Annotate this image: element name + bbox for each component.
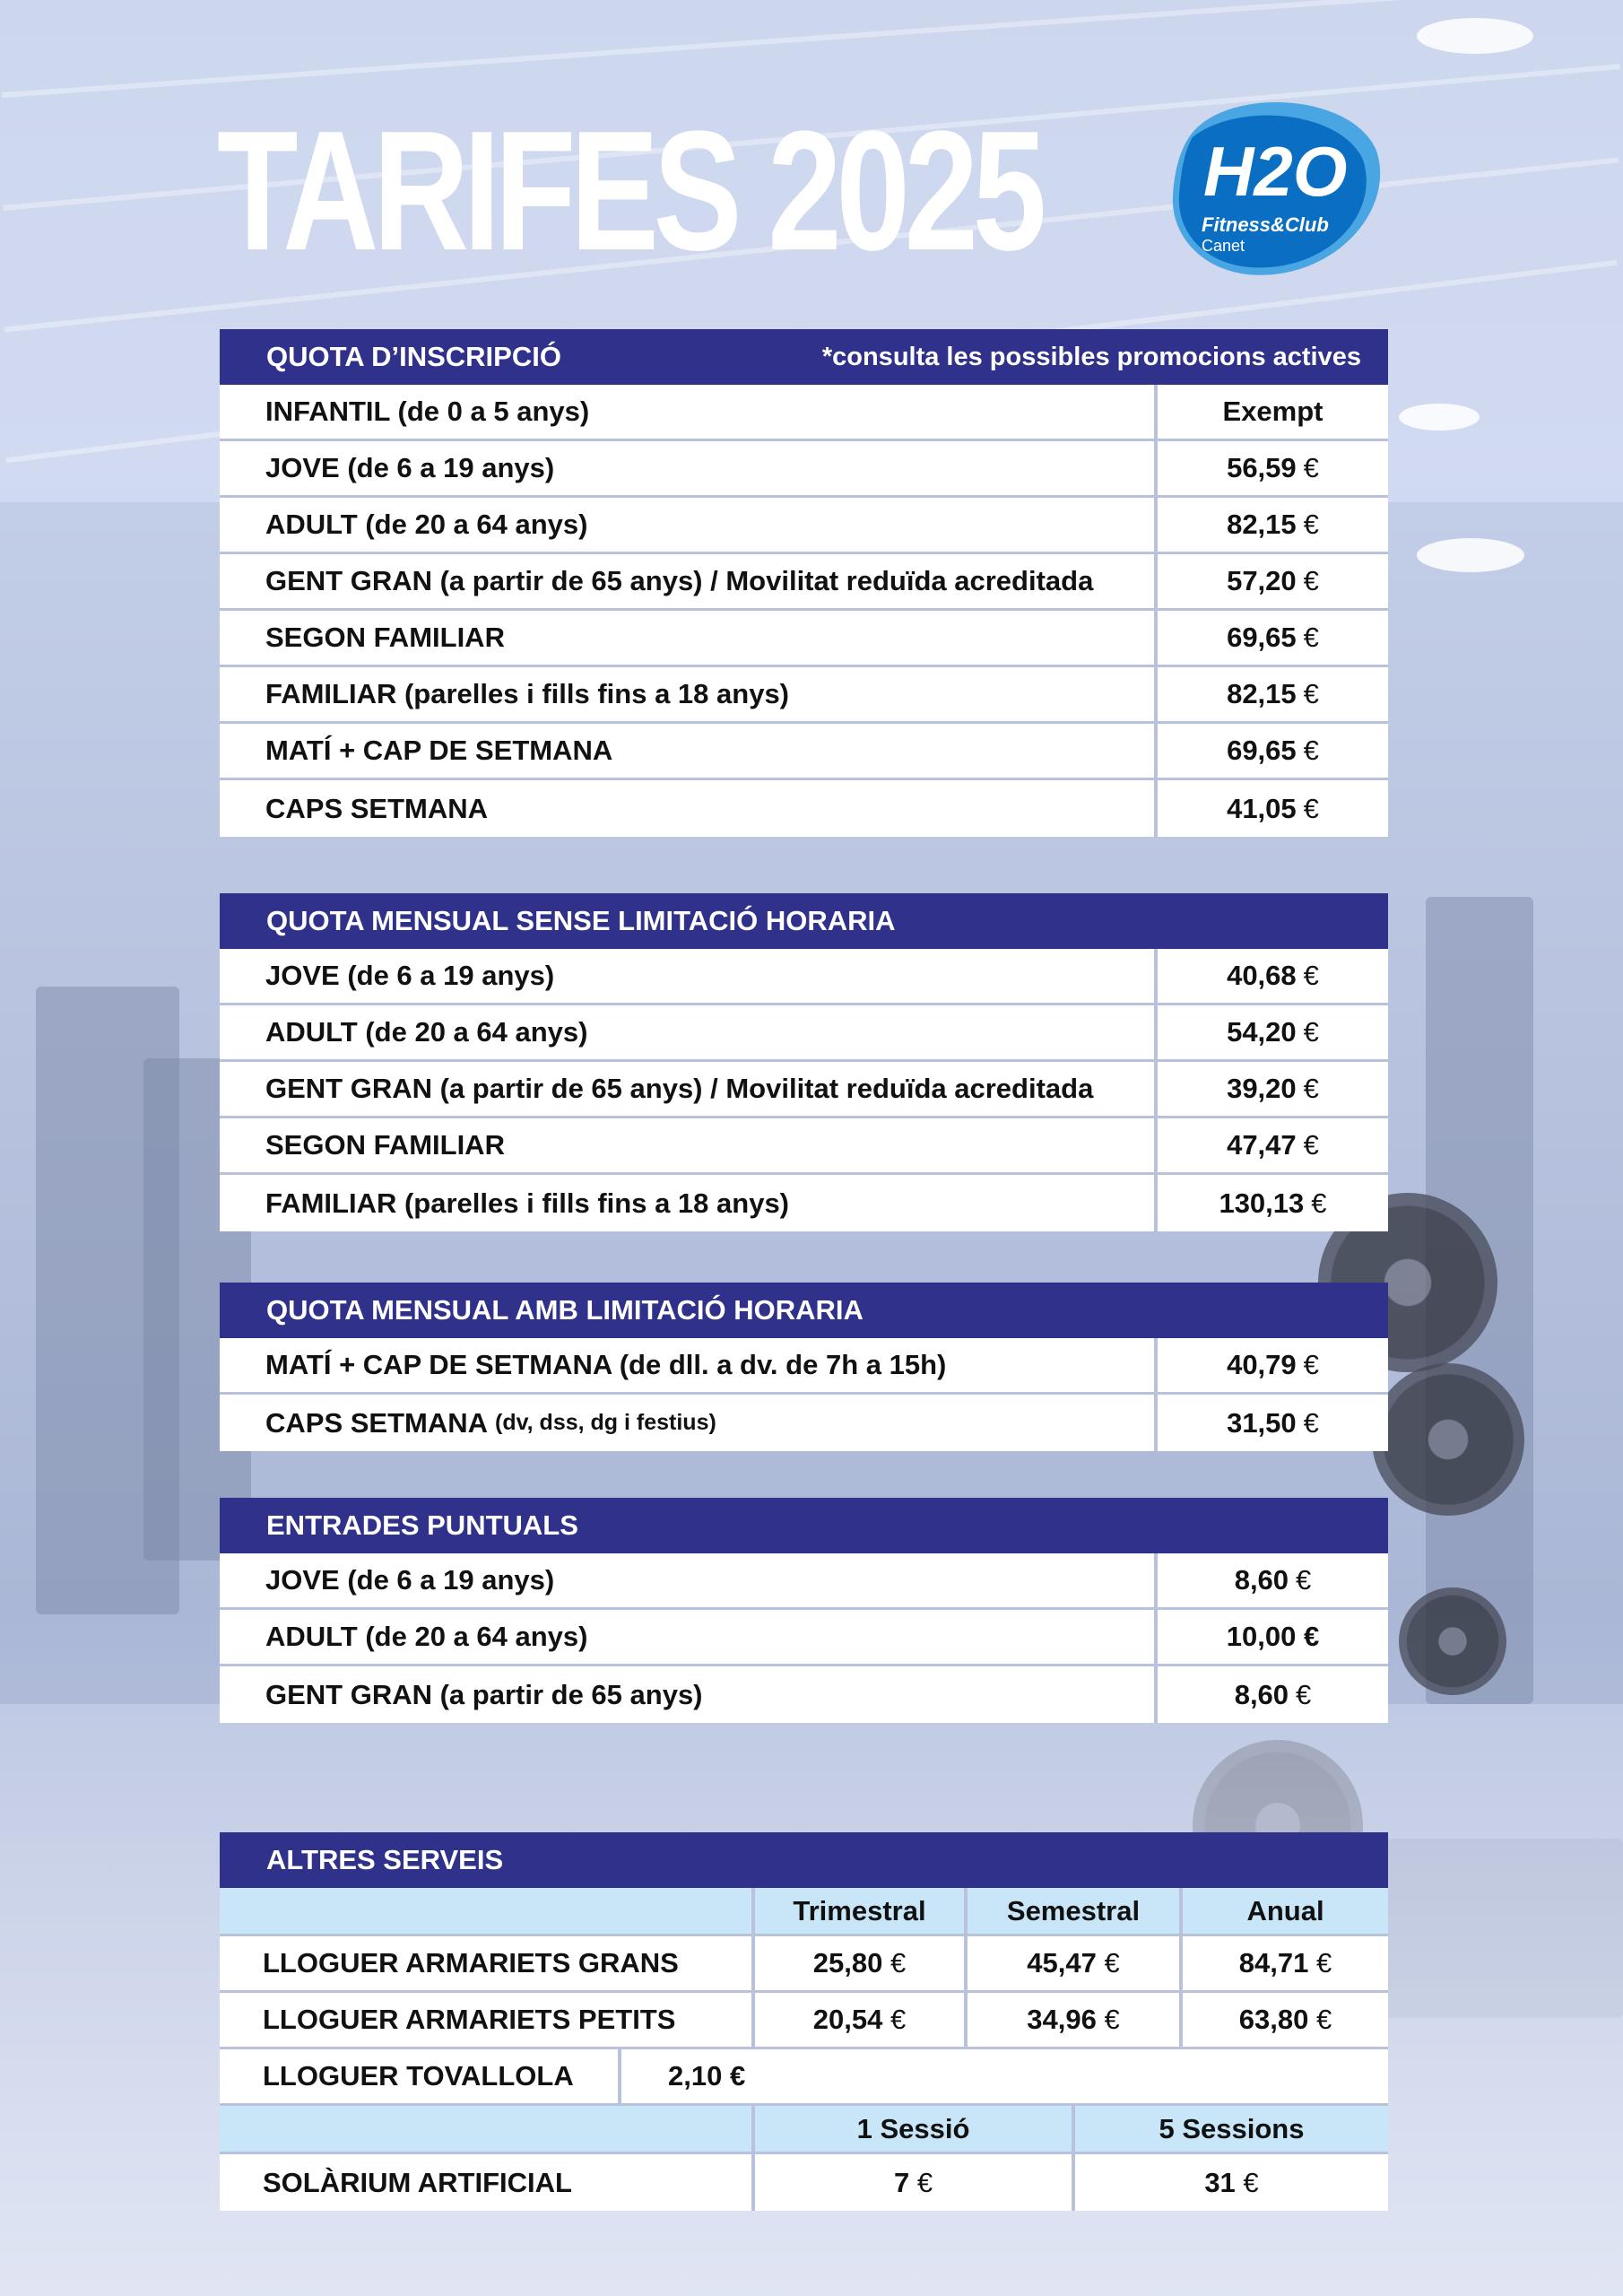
rate-label: CAPS SETMANA: [220, 780, 1158, 837]
section-entrades: [220, 1498, 1388, 1723]
rate-label: ADULT (de 20 a 64 anys): [220, 1005, 1158, 1059]
period-label: Anual: [1246, 1894, 1324, 1926]
rate-price: 69,65 €: [1227, 735, 1319, 766]
table-row: [220, 1666, 1388, 1723]
table-row: [220, 949, 1388, 1005]
rate-label: JOVE (de 6 a 19 anys): [220, 1553, 1158, 1607]
rate-label: FAMILIAR (parelles i fills fins a 18 anys): [220, 1175, 1158, 1231]
period-label: Semestral: [968, 1888, 1183, 1934]
section-altres-serveis: [220, 1832, 1388, 2211]
table-row: [220, 1062, 1388, 1118]
rate-label: GENT GRAN (a partir de 65 anys): [220, 1666, 1158, 1723]
rate-price: 10,00 €: [1226, 1621, 1320, 1652]
rate-price: 41,05 €: [1227, 792, 1319, 824]
table-row: [220, 554, 1388, 611]
table-row: [220, 1175, 1388, 1231]
section-mensual-sense: [220, 893, 1388, 1231]
rate-label: INFANTIL (de 0 a 5 anys): [220, 385, 1158, 439]
table-row: [220, 441, 1388, 498]
table-row: [220, 1338, 1388, 1395]
svg-text:H2O: H2O: [1203, 132, 1348, 211]
rate-label: SEGON FAMILIAR: [220, 611, 1158, 665]
period-header-row: [220, 1888, 1388, 1936]
section-inscripcio: [220, 329, 1388, 837]
rate-price: 31,50 €: [1227, 1406, 1319, 1439]
rate-price: 54,20 €: [1227, 1016, 1319, 1048]
table-row: [220, 498, 1388, 554]
promo-note: *consulta les possibles promocions actives: [821, 342, 1361, 371]
rate-label: ADULT (de 20 a 64 anys): [220, 498, 1158, 552]
rate-price: 39,20 €: [1227, 1073, 1319, 1104]
table-row: SOLÀRIUM ARTIFICIAL 7 € 31 €: [220, 2154, 1388, 2211]
table-row: [220, 780, 1388, 837]
rate-price: 82,15 €: [1227, 509, 1319, 540]
table-row: [220, 1553, 1388, 1610]
rate-price: 69,65 €: [1227, 622, 1319, 653]
rate-price: 8,60 €: [1234, 1564, 1312, 1596]
section-header: QUOTA MENSUAL SENSE LIMITACIÓ HORARIA: [220, 893, 1388, 949]
rate-label: GENT GRAN (a partir de 65 anys) / Movilitat reduïda acreditada: [220, 554, 1158, 608]
page-title: TARIFES 2025: [217, 96, 1041, 286]
rate-label: ADULT (de 20 a 64 anys): [220, 1610, 1158, 1664]
rate-label: CAPS SETMANA (dv, dss, dg i festius): [220, 1395, 1158, 1451]
rate-label: SEGON FAMILIAR: [220, 1118, 1158, 1172]
rate-price: 130,13 €: [1219, 1187, 1327, 1219]
rate-label: JOVE (de 6 a 19 anys): [220, 441, 1158, 495]
table-row: LLOGUER ARMARIETS GRANS 25,80 € 45,47 € 84,71 €: [220, 1936, 1388, 1993]
sessions-label: 1 Sessió: [755, 2106, 1075, 2152]
rate-price: 56,59 €: [1227, 452, 1319, 483]
table-row: [220, 611, 1388, 667]
svg-text:Fitness&Club: Fitness&Club: [1202, 213, 1329, 236]
rate-label: GENT GRAN (a partir de 65 anys) / Movilitat reduïda acreditada: [220, 1062, 1158, 1116]
table-row: [220, 1610, 1388, 1666]
rate-price: 82,15 €: [1227, 678, 1319, 709]
h2o-logo: [1166, 97, 1385, 281]
section-mensual-amb: [220, 1283, 1388, 1451]
rate-price: Exempt: [1222, 396, 1324, 427]
table-row: [220, 385, 1388, 441]
sessions-label: 5 Sessions: [1159, 2112, 1305, 2144]
table-row: LLOGUER TOVALLOLA 2,10 €: [220, 2049, 1388, 2106]
rate-price: 40,68 €: [1227, 960, 1319, 991]
svg-text:Canet: Canet: [1202, 237, 1245, 255]
period-label: Trimestral: [755, 1888, 968, 1934]
rate-label: JOVE (de 6 a 19 anys): [220, 949, 1158, 1003]
table-row: [220, 1005, 1388, 1062]
rate-price: 47,47 €: [1227, 1129, 1319, 1161]
section-header: ALTRES SERVEIS: [220, 1832, 1388, 1888]
table-row: [220, 724, 1388, 780]
rate-label: MATÍ + CAP DE SETMANA (de dll. a dv. de 7h a 15h): [220, 1338, 1158, 1392]
section-header: ENTRADES PUNTUALS: [220, 1498, 1388, 1553]
table-row: LLOGUER ARMARIETS PETITS 20,54 € 34,96 € 63,80 €: [220, 1993, 1388, 2049]
rate-label: FAMILIAR (parelles i fills fins a 18 anys): [220, 667, 1158, 721]
rate-price: 40,79 €: [1227, 1349, 1319, 1380]
sessions-header-row: [220, 2106, 1388, 2154]
rate-label: MATÍ + CAP DE SETMANA: [220, 724, 1158, 778]
table-row: [220, 1395, 1388, 1451]
rate-price: 57,20 €: [1227, 565, 1319, 596]
section-header: QUOTA D’INSCRIPCIÓ *consulta les possibles promocions actives: [220, 329, 1388, 385]
rate-price: 8,60 €: [1234, 1678, 1312, 1710]
table-row: [220, 667, 1388, 724]
section-header: QUOTA MENSUAL AMB LIMITACIÓ HORARIA: [220, 1283, 1388, 1338]
table-row: [220, 1118, 1388, 1175]
